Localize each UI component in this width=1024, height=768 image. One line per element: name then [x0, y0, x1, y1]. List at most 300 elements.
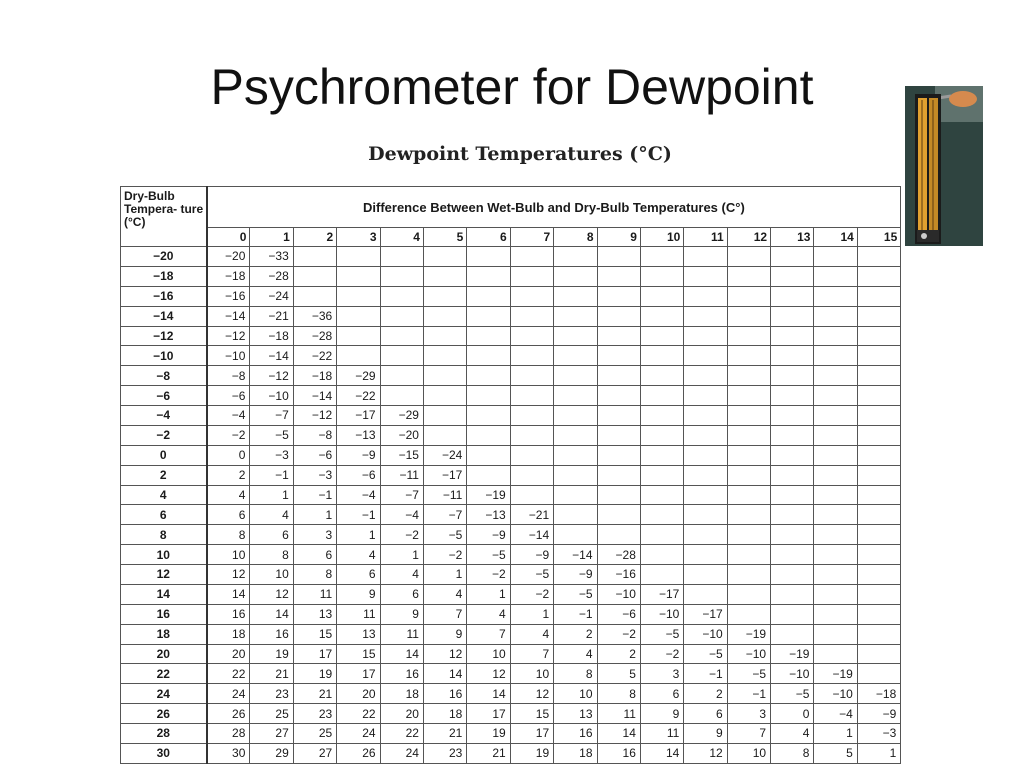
dewpoint-cell: 7 — [727, 724, 770, 744]
dewpoint-cell — [814, 286, 857, 306]
dewpoint-cell: −15 — [380, 445, 423, 465]
dewpoint-cell: 9 — [337, 584, 380, 604]
dewpoint-cell: −8 — [293, 425, 336, 445]
dewpoint-cell: −2 — [597, 624, 640, 644]
sling-psychrometer-icon — [905, 86, 983, 246]
dewpoint-cell — [510, 266, 553, 286]
dry-bulb-value: 8 — [121, 525, 207, 545]
dewpoint-cell: 8 — [293, 565, 336, 585]
dewpoint-cell: 9 — [640, 704, 683, 724]
dewpoint-cell — [727, 306, 770, 326]
table-row — [121, 565, 901, 585]
dewpoint-cell — [814, 445, 857, 465]
dewpoint-cell: 20 — [380, 704, 423, 724]
dewpoint-cell — [554, 425, 597, 445]
table-row — [121, 406, 901, 426]
dewpoint-cell: −18 — [857, 684, 900, 704]
dewpoint-cell — [727, 425, 770, 445]
dewpoint-cell: 19 — [250, 644, 293, 664]
dewpoint-cell — [554, 366, 597, 386]
dewpoint-cell: −19 — [814, 664, 857, 684]
column-header: 12 — [727, 228, 770, 247]
dewpoint-cell — [337, 266, 380, 286]
dewpoint-cell — [857, 505, 900, 525]
dewpoint-cell — [771, 247, 814, 267]
dewpoint-cell — [467, 366, 510, 386]
dewpoint-cell: −7 — [380, 485, 423, 505]
dewpoint-cell — [467, 326, 510, 346]
table-row — [121, 425, 901, 445]
dewpoint-cell — [554, 445, 597, 465]
dewpoint-cell — [727, 525, 770, 545]
dewpoint-cell — [467, 386, 510, 406]
dewpoint-cell — [640, 505, 683, 525]
dewpoint-cell — [727, 485, 770, 505]
table-row — [121, 346, 901, 366]
dewpoint-cell — [684, 584, 727, 604]
dewpoint-cell: −14 — [293, 386, 336, 406]
dewpoint-cell: −10 — [207, 346, 250, 366]
dewpoint-cell: 0 — [771, 704, 814, 724]
dewpoint-cell: −14 — [207, 306, 250, 326]
dewpoint-cell: −5 — [510, 565, 553, 585]
dry-bulb-value: −12 — [121, 326, 207, 346]
dry-bulb-value: −8 — [121, 366, 207, 386]
dewpoint-cell — [857, 545, 900, 565]
dewpoint-cell: 4 — [380, 565, 423, 585]
dewpoint-cell — [814, 386, 857, 406]
dewpoint-cell: −10 — [771, 664, 814, 684]
dewpoint-cell: −29 — [380, 406, 423, 426]
dewpoint-cell: 24 — [337, 724, 380, 744]
dry-bulb-value: 30 — [121, 743, 207, 763]
column-header: 8 — [554, 228, 597, 247]
dewpoint-cell — [597, 326, 640, 346]
dewpoint-cell: −9 — [510, 545, 553, 565]
dewpoint-cell: −12 — [207, 326, 250, 346]
dewpoint-cell: 7 — [510, 644, 553, 664]
dewpoint-cell: −9 — [337, 445, 380, 465]
dewpoint-cell: −1 — [727, 684, 770, 704]
dewpoint-cell — [293, 266, 336, 286]
dewpoint-cell: −5 — [771, 684, 814, 704]
dewpoint-cell — [857, 386, 900, 406]
dewpoint-cell — [814, 565, 857, 585]
dewpoint-cell: 15 — [337, 644, 380, 664]
dewpoint-cell — [510, 386, 553, 406]
dewpoint-cell: 25 — [250, 704, 293, 724]
dewpoint-cell — [293, 247, 336, 267]
dewpoint-cell — [771, 505, 814, 525]
dewpoint-cell: 4 — [423, 584, 466, 604]
dewpoint-cell: 8 — [207, 525, 250, 545]
dewpoint-cell: 15 — [510, 704, 553, 724]
dry-bulb-value: 6 — [121, 505, 207, 525]
dewpoint-cell: 8 — [597, 684, 640, 704]
dewpoint-cell — [684, 465, 727, 485]
dewpoint-cell — [554, 525, 597, 545]
dewpoint-cell: 28 — [207, 724, 250, 744]
dewpoint-cell: 26 — [337, 743, 380, 763]
dewpoint-cell — [380, 326, 423, 346]
column-header: 14 — [814, 228, 857, 247]
dewpoint-cell: 1 — [250, 485, 293, 505]
dewpoint-cell: 5 — [597, 664, 640, 684]
dewpoint-cell: −28 — [293, 326, 336, 346]
dewpoint-cell — [597, 286, 640, 306]
dewpoint-cell — [684, 445, 727, 465]
dewpoint-cell: 12 — [684, 743, 727, 763]
dewpoint-cell: 20 — [207, 644, 250, 664]
dewpoint-cell: −11 — [423, 485, 466, 505]
dewpoint-cell — [467, 445, 510, 465]
dewpoint-cell — [554, 326, 597, 346]
dry-bulb-value: −14 — [121, 306, 207, 326]
dewpoint-cell: 27 — [293, 743, 336, 763]
dry-bulb-value: −20 — [121, 247, 207, 267]
dewpoint-cell: 18 — [554, 743, 597, 763]
dewpoint-cell: −3 — [293, 465, 336, 485]
dry-bulb-header: Dry-Bulb Tempera- ture (°C) — [121, 187, 207, 247]
dewpoint-cell: 1 — [380, 545, 423, 565]
dewpoint-cell — [597, 346, 640, 366]
dewpoint-cell: −17 — [337, 406, 380, 426]
dewpoint-cell: −14 — [554, 545, 597, 565]
dewpoint-cell — [857, 624, 900, 644]
dewpoint-cell — [423, 266, 466, 286]
dewpoint-cell — [597, 247, 640, 267]
dewpoint-cell — [554, 485, 597, 505]
dewpoint-cell: 12 — [207, 565, 250, 585]
dewpoint-cell — [857, 485, 900, 505]
dewpoint-cell — [597, 505, 640, 525]
dewpoint-cell — [727, 346, 770, 366]
dewpoint-cell — [727, 386, 770, 406]
dewpoint-cell — [423, 306, 466, 326]
dry-bulb-value: 20 — [121, 644, 207, 664]
dewpoint-cell — [554, 266, 597, 286]
dewpoint-cell: 21 — [293, 684, 336, 704]
dewpoint-cell: −21 — [510, 505, 553, 525]
dewpoint-cell — [597, 425, 640, 445]
dewpoint-cell: 1 — [423, 565, 466, 585]
dewpoint-cell — [857, 664, 900, 684]
dewpoint-cell: 7 — [467, 624, 510, 644]
dewpoint-cell — [814, 266, 857, 286]
column-header: 11 — [684, 228, 727, 247]
dewpoint-cell: 16 — [207, 604, 250, 624]
dewpoint-cell — [857, 604, 900, 624]
dewpoint-cell: −5 — [684, 644, 727, 664]
dewpoint-cell: 4 — [467, 604, 510, 624]
dewpoint-cell: 9 — [423, 624, 466, 644]
dewpoint-cell: 8 — [554, 664, 597, 684]
dewpoint-cell: 4 — [554, 644, 597, 664]
dewpoint-cell — [467, 266, 510, 286]
dewpoint-cell: 21 — [250, 664, 293, 684]
dewpoint-cell: 13 — [554, 704, 597, 724]
dry-bulb-value: −4 — [121, 406, 207, 426]
table-row — [121, 266, 901, 286]
dewpoint-cell: −4 — [207, 406, 250, 426]
dewpoint-cell: −21 — [250, 306, 293, 326]
table-row — [121, 445, 901, 465]
dry-bulb-value: 2 — [121, 465, 207, 485]
dewpoint-cell — [684, 386, 727, 406]
dewpoint-cell — [771, 346, 814, 366]
dewpoint-cell — [814, 505, 857, 525]
dewpoint-cell: 26 — [207, 704, 250, 724]
dewpoint-cell — [857, 346, 900, 366]
dewpoint-cell — [857, 565, 900, 585]
dewpoint-cell: 6 — [640, 684, 683, 704]
dewpoint-cell — [814, 525, 857, 545]
dewpoint-cell: 4 — [207, 485, 250, 505]
dewpoint-cell: 17 — [293, 644, 336, 664]
table-row — [121, 465, 901, 485]
dewpoint-cell: −7 — [423, 505, 466, 525]
dewpoint-cell — [640, 485, 683, 505]
table-row — [121, 545, 901, 565]
dewpoint-cell: −28 — [250, 266, 293, 286]
dewpoint-cell: 12 — [510, 684, 553, 704]
dewpoint-cell — [684, 286, 727, 306]
dewpoint-cell: −28 — [597, 545, 640, 565]
dewpoint-cell — [380, 386, 423, 406]
dewpoint-cell: −9 — [857, 704, 900, 724]
table-row — [121, 485, 901, 505]
dewpoint-cell — [727, 445, 770, 465]
dewpoint-cell — [684, 247, 727, 267]
table-row — [121, 286, 901, 306]
dewpoint-cell: −5 — [640, 624, 683, 644]
dewpoint-cell — [771, 445, 814, 465]
dewpoint-cell — [597, 485, 640, 505]
column-header: 3 — [337, 228, 380, 247]
table-row — [121, 743, 901, 763]
dewpoint-cell: 11 — [293, 584, 336, 604]
dewpoint-cell — [597, 525, 640, 545]
dewpoint-cell — [814, 604, 857, 624]
table-row — [121, 386, 901, 406]
dewpoint-cell — [510, 425, 553, 445]
dry-bulb-value: 24 — [121, 684, 207, 704]
dewpoint-cell — [814, 644, 857, 664]
dewpoint-cell: −20 — [207, 247, 250, 267]
dewpoint-cell — [510, 445, 553, 465]
dewpoint-cell — [293, 286, 336, 306]
dewpoint-cell: 14 — [207, 584, 250, 604]
dewpoint-cell — [857, 366, 900, 386]
dewpoint-cell — [771, 286, 814, 306]
dewpoint-cell: −4 — [380, 505, 423, 525]
dewpoint-cell: −24 — [423, 445, 466, 465]
dewpoint-cell: 16 — [380, 664, 423, 684]
dewpoint-cell: −36 — [293, 306, 336, 326]
table-row — [121, 584, 901, 604]
dewpoint-cell: −17 — [684, 604, 727, 624]
dewpoint-cell — [597, 465, 640, 485]
dewpoint-cell: −8 — [207, 366, 250, 386]
dewpoint-cell — [814, 545, 857, 565]
dewpoint-cell — [467, 286, 510, 306]
dewpoint-cell — [684, 366, 727, 386]
dewpoint-cell: −2 — [423, 545, 466, 565]
dewpoint-cell: 2 — [597, 644, 640, 664]
dewpoint-cell — [857, 465, 900, 485]
dewpoint-cell — [771, 584, 814, 604]
table-row — [121, 525, 901, 545]
table-row — [121, 644, 901, 664]
dewpoint-cell — [727, 465, 770, 485]
dewpoint-cell: 3 — [293, 525, 336, 545]
dewpoint-cell: 9 — [380, 604, 423, 624]
dewpoint-cell: 2 — [554, 624, 597, 644]
slide-title: Psychrometer for Dewpoint — [210, 59, 814, 115]
table-row — [121, 604, 901, 624]
dewpoint-cell — [640, 525, 683, 545]
dewpoint-cell: 1 — [467, 584, 510, 604]
dewpoint-cell — [640, 366, 683, 386]
dewpoint-cell: −19 — [771, 644, 814, 664]
dewpoint-cell — [857, 286, 900, 306]
table-row — [121, 664, 901, 684]
dewpoint-cell — [640, 445, 683, 465]
dewpoint-cell — [771, 485, 814, 505]
dewpoint-cell — [597, 306, 640, 326]
dewpoint-cell — [857, 425, 900, 445]
dewpoint-cell — [771, 565, 814, 585]
dewpoint-cell: −1 — [337, 505, 380, 525]
dewpoint-cell: 6 — [207, 505, 250, 525]
dewpoint-cell: −22 — [337, 386, 380, 406]
dewpoint-cell — [380, 266, 423, 286]
dewpoint-cell: 19 — [293, 664, 336, 684]
dewpoint-cell: 6 — [380, 584, 423, 604]
dewpoint-cell — [640, 425, 683, 445]
dewpoint-cell: −14 — [250, 346, 293, 366]
dewpoint-cell: −18 — [250, 326, 293, 346]
dewpoint-cell: −19 — [727, 624, 770, 644]
dewpoint-cell — [423, 247, 466, 267]
dewpoint-cell: 22 — [207, 664, 250, 684]
dewpoint-cell: −6 — [293, 445, 336, 465]
dewpoint-cell — [814, 584, 857, 604]
dewpoint-cell — [640, 286, 683, 306]
table-row — [121, 326, 901, 346]
dewpoint-cell: −10 — [684, 624, 727, 644]
dewpoint-cell: −24 — [250, 286, 293, 306]
dewpoint-cell: 14 — [423, 664, 466, 684]
dewpoint-cell — [684, 565, 727, 585]
dewpoint-cell: −5 — [554, 584, 597, 604]
dewpoint-cell: 10 — [510, 664, 553, 684]
dewpoint-cell: −5 — [727, 664, 770, 684]
dewpoint-cell: 24 — [207, 684, 250, 704]
table-row — [121, 366, 901, 386]
dewpoint-cell: −16 — [597, 565, 640, 585]
dewpoint-cell — [814, 465, 857, 485]
dewpoint-cell: 19 — [467, 724, 510, 744]
dewpoint-cell — [814, 425, 857, 445]
dewpoint-cell: 17 — [510, 724, 553, 744]
dewpoint-cell — [510, 406, 553, 426]
dewpoint-cell: 23 — [250, 684, 293, 704]
dewpoint-cell — [423, 366, 466, 386]
dewpoint-cell: −12 — [250, 366, 293, 386]
dewpoint-cell: 12 — [467, 664, 510, 684]
dry-bulb-value: 4 — [121, 485, 207, 505]
dewpoint-cell: −10 — [250, 386, 293, 406]
dewpoint-cell — [857, 445, 900, 465]
dewpoint-cell — [814, 346, 857, 366]
dewpoint-cell: −20 — [380, 425, 423, 445]
dewpoint-cell — [771, 306, 814, 326]
column-header: 15 — [857, 228, 900, 247]
dewpoint-cell — [684, 406, 727, 426]
dewpoint-cell: 8 — [771, 743, 814, 763]
dewpoint-cell — [423, 406, 466, 426]
table-row — [121, 704, 901, 724]
dewpoint-cell: −2 — [467, 565, 510, 585]
dry-bulb-value: 26 — [121, 704, 207, 724]
dewpoint-cell: 10 — [467, 644, 510, 664]
dewpoint-cell: 1 — [337, 525, 380, 545]
dewpoint-cell: 5 — [814, 743, 857, 763]
dewpoint-cell: 10 — [207, 545, 250, 565]
dewpoint-cell — [771, 406, 814, 426]
dewpoint-cell: 12 — [423, 644, 466, 664]
dewpoint-cell — [597, 366, 640, 386]
dewpoint-cell: 4 — [337, 545, 380, 565]
dewpoint-cell — [640, 406, 683, 426]
dewpoint-cell — [684, 425, 727, 445]
column-header: 10 — [640, 228, 683, 247]
dewpoint-cell: 23 — [293, 704, 336, 724]
dry-bulb-value: 16 — [121, 604, 207, 624]
dewpoint-cell — [510, 346, 553, 366]
dewpoint-cell: 6 — [337, 565, 380, 585]
dewpoint-cell — [684, 266, 727, 286]
dewpoint-cell: 14 — [597, 724, 640, 744]
dewpoint-cell — [597, 386, 640, 406]
column-header: 4 — [380, 228, 423, 247]
dewpoint-cell: 2 — [684, 684, 727, 704]
dewpoint-cell: 6 — [250, 525, 293, 545]
dewpoint-cell — [467, 247, 510, 267]
dry-bulb-value: −6 — [121, 386, 207, 406]
dewpoint-cell: 10 — [250, 565, 293, 585]
dewpoint-cell — [423, 386, 466, 406]
dewpoint-cell — [510, 366, 553, 386]
dewpoint-cell: −11 — [380, 465, 423, 485]
dewpoint-cell — [727, 545, 770, 565]
dewpoint-cell: 1 — [814, 724, 857, 744]
dewpoint-cell: 6 — [684, 704, 727, 724]
dewpoint-cell: 10 — [554, 684, 597, 704]
dewpoint-cell: −5 — [467, 545, 510, 565]
dewpoint-cell: 25 — [293, 724, 336, 744]
dewpoint-cell — [510, 247, 553, 267]
dewpoint-cell: 22 — [337, 704, 380, 724]
dewpoint-cell — [510, 465, 553, 485]
dewpoint-cell: −13 — [467, 505, 510, 525]
dewpoint-cell — [380, 247, 423, 267]
dewpoint-cell: −10 — [597, 584, 640, 604]
dewpoint-cell: 14 — [467, 684, 510, 704]
dewpoint-cell — [727, 505, 770, 525]
dewpoint-cell: 23 — [423, 743, 466, 763]
